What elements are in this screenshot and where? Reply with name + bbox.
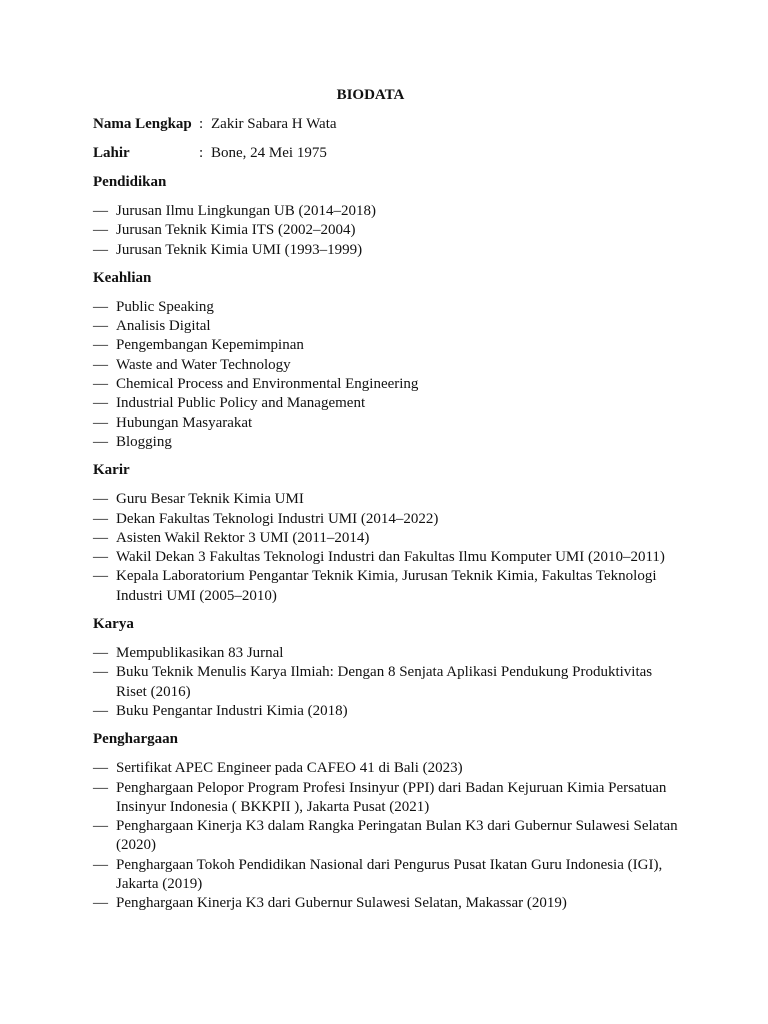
dash-bullet: — xyxy=(93,664,108,681)
field-label: Nama Lengkap xyxy=(93,116,192,132)
section-list xyxy=(93,490,683,606)
field-value: Zakir Sabara H Wata xyxy=(211,116,337,132)
list-item xyxy=(93,644,683,663)
dash-bullet: — xyxy=(93,395,108,412)
list-item-text: Wakil Dekan 3 Fakultas Teknologi Industri dan Fakultas Ilmu Komputer UMI (2010–2011) xyxy=(116,549,665,566)
section-heading: Karya xyxy=(93,616,134,633)
list-item-text: Industrial Public Policy and Management xyxy=(116,395,366,412)
dash-bullet: — xyxy=(93,298,108,315)
dash-bullet: — xyxy=(93,433,108,450)
field-birth xyxy=(93,144,683,164)
list-item-text: Dekan Fakultas Teknologi Industri UMI (2014–2022) xyxy=(116,510,439,527)
list-item xyxy=(93,336,683,355)
list-item-text: Buku Teknik Menulis Karya Ilmiah: Dengan 8 Senjata Aplikasi Pendukung Produktivitas Riset (2016) xyxy=(116,664,653,700)
dash-bullet: — xyxy=(93,414,108,431)
list-item xyxy=(93,817,683,856)
list-item-text: Jurusan Ilmu Lingkungan UB (2014–2018) xyxy=(116,203,376,219)
dash-bullet: — xyxy=(93,376,108,393)
dash-bullet: — xyxy=(93,529,108,546)
list-item xyxy=(93,375,683,394)
list-item-text: Sertifikat APEC Engineer pada CAFEO 41 di Bali (2023) xyxy=(116,760,463,777)
dash-bullet: — xyxy=(93,568,108,585)
section-heading: Pendidikan xyxy=(93,174,167,190)
list-item-text: Penghargaan Pelopor Program Profesi Insinyur (PPI) dari Badan Kejuruan Kimia Persatuan Insinyur Indonesia ( BKKPII ), Jakarta Pusat (2021) xyxy=(116,779,667,815)
list-item-text: Kepala Laboratorium Pengantar Teknik Kimia, Jurusan Teknik Kimia, Fakultas Teknologi Industri UMI (2005–2010) xyxy=(116,568,657,604)
list-item-text: Penghargaan Tokoh Pendidikan Nasional dari Pengurus Pusat Ikatan Guru Indonesia (IGI), Jakarta (2019) xyxy=(116,856,663,893)
list-item-text: Pengembangan Kepemimpinan xyxy=(116,337,304,354)
list-item xyxy=(93,663,683,702)
dash-bullet: — xyxy=(93,222,108,239)
list-item-text: Jurusan Teknik Kimia UMI (1993–1999) xyxy=(116,241,363,258)
list-item xyxy=(93,567,683,606)
dash-bullet: — xyxy=(93,779,108,796)
list-item xyxy=(93,414,683,433)
list-item-text: Buku Pengantar Industri Kimia (2018) xyxy=(116,702,348,719)
list-item xyxy=(93,394,683,413)
dash-bullet: — xyxy=(93,818,108,835)
dash-bullet: — xyxy=(93,549,108,566)
list-item-text: Public Speaking xyxy=(116,298,214,315)
list-item xyxy=(93,529,683,548)
biodata-document xyxy=(93,86,683,923)
list-item-text: Blogging xyxy=(116,433,172,450)
list-item xyxy=(93,202,683,221)
section-list xyxy=(93,298,683,452)
sections-container xyxy=(93,173,683,914)
list-item xyxy=(93,548,683,567)
list-item xyxy=(93,433,683,452)
dash-bullet: — xyxy=(93,895,108,912)
section-list xyxy=(93,759,683,913)
list-item xyxy=(93,856,683,895)
section-list xyxy=(93,644,683,721)
list-item xyxy=(93,317,683,336)
list-item-text: Chemical Process and Environmental Engineering xyxy=(116,376,419,393)
dash-bullet: — xyxy=(93,491,108,508)
field-full-name xyxy=(93,115,683,135)
list-item-text: Hubungan Masyarakat xyxy=(116,414,253,431)
list-item xyxy=(93,779,683,818)
list-item xyxy=(93,356,683,375)
section-heading: Karir xyxy=(93,462,130,479)
dash-bullet: — xyxy=(93,241,108,258)
dash-bullet: — xyxy=(93,702,108,719)
list-item xyxy=(93,490,683,509)
dash-bullet: — xyxy=(93,645,108,662)
list-item-text: Mempublikasikan 83 Jurnal xyxy=(116,645,284,662)
field-label: Lahir xyxy=(93,145,130,161)
list-item xyxy=(93,510,683,529)
dash-bullet: — xyxy=(93,337,108,354)
dash-bullet: — xyxy=(93,203,108,219)
dash-bullet: — xyxy=(93,856,108,873)
field-value: Bone, 24 Mei 1975 xyxy=(211,145,327,161)
dash-bullet: — xyxy=(93,760,108,777)
dash-bullet: — xyxy=(93,318,108,335)
list-item xyxy=(93,241,683,260)
dash-bullet: — xyxy=(93,356,108,373)
document-title: BIODATA xyxy=(336,87,405,103)
list-item-text: Jurusan Teknik Kimia ITS (2002–2004) xyxy=(116,222,356,239)
list-item xyxy=(93,702,683,721)
list-item xyxy=(93,221,683,240)
field-separator: : xyxy=(199,116,204,132)
list-item xyxy=(93,298,683,317)
list-item xyxy=(93,759,683,778)
list-item-text: Penghargaan Kinerja K3 dalam Rangka Peringatan Bulan K3 dari Gubernur Sulawesi Selatan (2020) xyxy=(116,818,678,854)
list-item-text: Penghargaan Kinerja K3 dari Gubernur Sulawesi Selatan, Makassar (2019) xyxy=(116,895,567,912)
dash-bullet: — xyxy=(93,510,108,527)
list-item-text: Analisis Digital xyxy=(116,318,211,335)
section-list xyxy=(93,202,683,260)
list-item-text: Guru Besar Teknik Kimia UMI xyxy=(116,491,304,508)
list-item xyxy=(93,894,683,913)
list-item-text: Asisten Wakil Rektor 3 UMI (2011–2014) xyxy=(116,529,370,546)
section-heading: Penghargaan xyxy=(93,731,179,748)
list-item-text: Waste and Water Technology xyxy=(116,356,291,373)
field-separator: : xyxy=(199,145,204,161)
section-heading: Keahlian xyxy=(93,269,152,286)
